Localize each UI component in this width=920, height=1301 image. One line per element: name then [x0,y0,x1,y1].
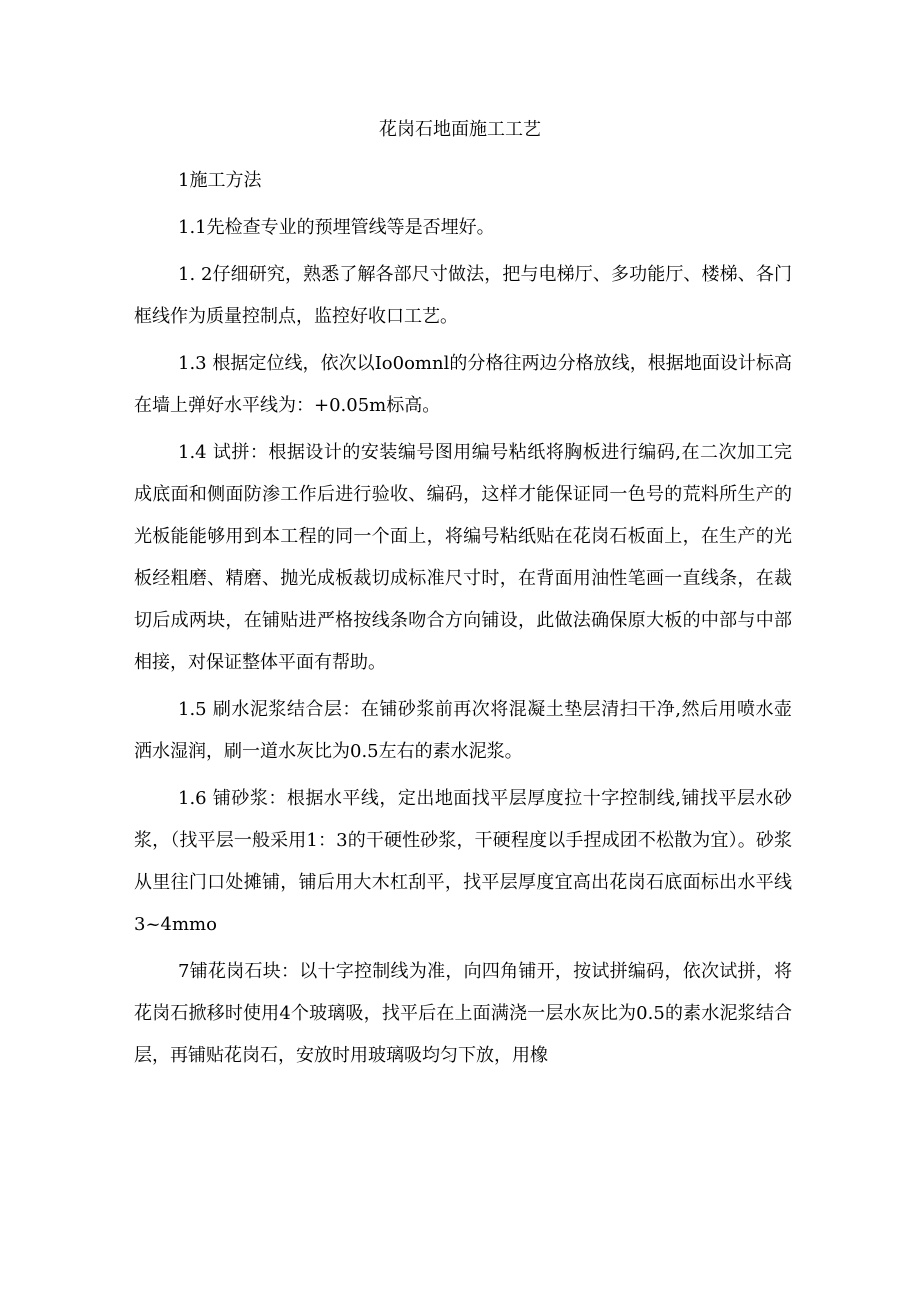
paragraph-1-3: 1.3 根据定位线，依次以Io0omnl的分格往两边分格放线，根据地面设计标高在墙上弹好水平线为：+0.05m标高。 [134,353,792,416]
paragraph-1-1: 1.1先检查专业的预埋管线等是否埋好。 [178,217,495,238]
document-title: 花岗石地面施工工艺 [379,119,541,140]
paragraph-7: 7铺花岗石块：以十字控制线为准，向四角铺开，按试拼编码，依次试拼，将花岗石掀移时使用4个玻璃吸，找平后在上面满浇一层水灰比为0.5的素水泥浆结合层，再铺贴花岗石，安放时用玻璃吸均匀下放，用橡 [134,961,792,1066]
section-heading-construction-method: 1施工方法 [178,170,262,191]
paragraph-1-5: 1.5 刷水泥浆结合层：在铺砂浆前再次将混凝土垫层清扫干净,然后用喷水壶洒水湿润，刷一道水灰比为0.5左右的素水泥浆。 [134,699,792,762]
paragraph-1-4: 1.4 试拼：根据设计的安装编号图用编号粘纸将胸板进行编码,在二次加工完成底面和侧面防渗工作后进行验收、编码，这样才能保证同一色号的荒料所生产的光板能能够用到本工程的同一个面上，将编号粘纸贴在花岗石板面上，在生产的光板经粗磨、精磨、抛光成板裁切成标准尺寸时，在背面用油性笔画一直线条，在裁切后成两块，在铺贴进严格按线条吻合方向铺设，此做法确保原大板的中部与中部相接，对保证整体平面有帮助。 [134,442,792,673]
paragraph-1-2: 1. 2仔细研究，熟悉了解各部尺寸做法，把与电梯厅、多功能厅、楼梯、各门框线作为质量控制点，监控好收口工艺。 [134,264,792,327]
paragraph-1-6: 1.6 铺砂浆：根据水平线，定出地面找平层厚度拉十字控制线,铺找平层水砂浆，（找平层一般采用1：3的干硬性砂浆，干硬程度以手捏成团不松散为宜）。砂浆从里往门口处摊铺，铺后用大木杠刮平，找平层厚度宜高出花岗石底面标出水平线3~4mmo [134,788,792,935]
document-body [134,160,792,1082]
